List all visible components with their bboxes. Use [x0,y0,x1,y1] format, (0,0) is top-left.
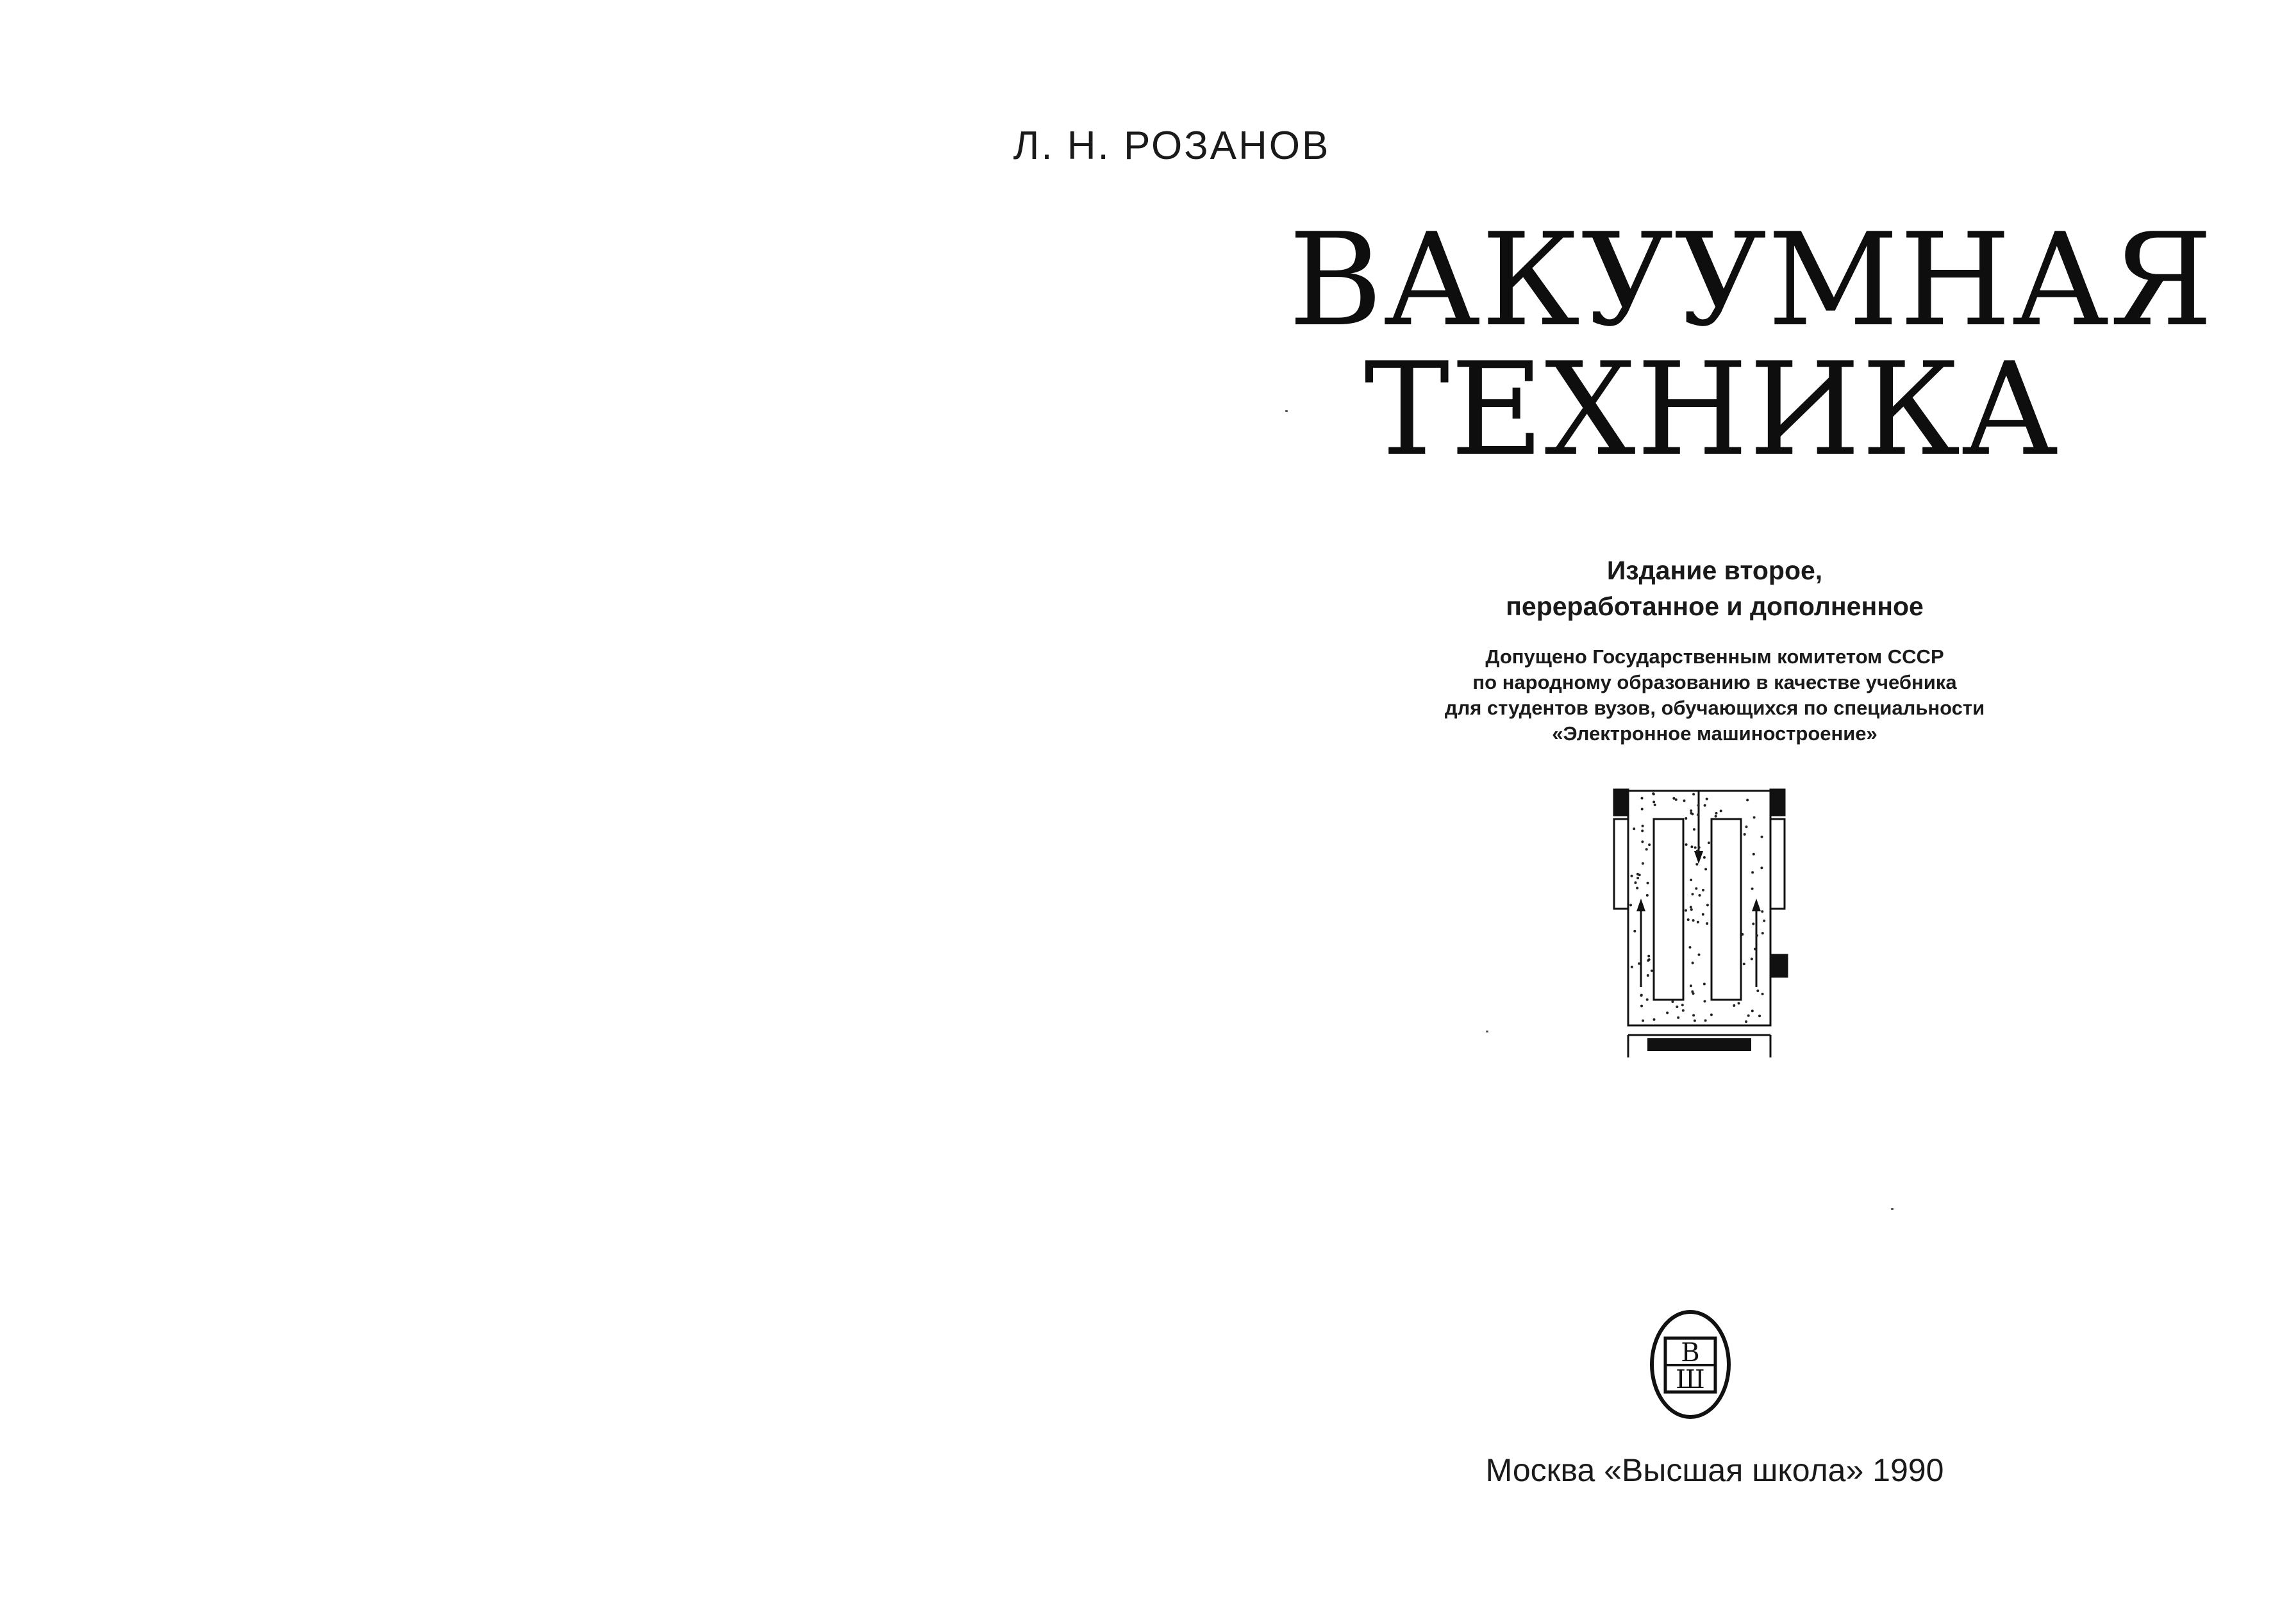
stipple-dot [1758,1015,1761,1017]
stipple-dot [1738,1002,1740,1005]
stipple-dot [1692,793,1695,795]
stipple-dot [1641,829,1644,832]
stipple-dot [1706,798,1708,800]
blank-left-page [0,0,1136,1624]
stipple-dot [1636,877,1639,879]
stipple-dot [1681,1004,1684,1006]
stipple-dot [1646,998,1649,1001]
stipple-dot [1761,932,1764,934]
stipple-dot [1691,990,1694,993]
stipple-dot [1699,894,1701,897]
stipple-dot [1751,1009,1754,1012]
approval-line-3: для студентов вузов, обучающихся по специальности [1444,697,1985,719]
stipple-dot [1653,793,1655,795]
stipple-dot [1687,918,1690,921]
stipple-dot [1693,828,1695,831]
stipple-dot [1696,850,1699,852]
stipple-dot [1638,963,1640,965]
stipple-dot [1745,825,1748,828]
stipple-dot [1708,841,1710,844]
stipple-dot [1741,933,1744,936]
stipple-dot [1704,804,1706,807]
scan-speck [1486,1031,1488,1032]
stipple-dot [1753,816,1756,819]
stipple-dot [1704,1000,1706,1002]
stipple-dot [1690,845,1693,848]
publisher-imprint: Москва «Высшая школа» 1990 [1485,1452,1944,1488]
stipple-dot [1692,962,1694,965]
stipple-dot [1642,1020,1644,1022]
stipple-dot [1744,833,1746,836]
stipple-dot [1752,923,1754,925]
stipple-dot [1633,930,1636,932]
stipple-dot [1733,1004,1735,1007]
stipple-dot [1648,843,1651,846]
stipple-dot [1761,993,1764,995]
stipple-dot [1641,840,1644,843]
stipple-dot [1761,910,1763,913]
stipple-dot [1702,913,1704,916]
stipple-dot [1676,1006,1678,1008]
stipple-dot [1743,963,1745,965]
stipple-dot [1698,846,1701,849]
stipple-dot [1641,797,1644,800]
stipple-dot [1756,990,1759,992]
edition-line-1: Издание второе, [1606,556,1823,585]
stipple-dot [1690,809,1692,812]
stipple-dot [1689,946,1692,949]
stipple-dot [1715,815,1717,818]
stipple-dot [1754,948,1756,950]
stipple-dot [1690,812,1692,815]
stipple-dot [1653,800,1655,803]
stipple-dot [1641,808,1644,811]
edition-note [1282,552,2147,624]
stipple-dot [1751,888,1754,890]
stipple-dot [1642,862,1644,865]
stipple-dot [1703,856,1706,859]
stipple-dot [1695,887,1697,890]
stipple-dot [1671,1000,1674,1003]
stipple-dot [1636,887,1638,890]
stipple-dot [1631,875,1633,877]
stipple-dot [1685,843,1688,846]
book-title-line-2: ТЕХНИКА [1364,335,2059,485]
approval-statement [1282,644,2147,747]
stipple-dot [1635,881,1637,884]
stipple-dot [1694,847,1697,849]
stipple-dot [1651,970,1653,972]
stipple-dot [1697,813,1699,816]
stipple-dot [1751,871,1754,874]
stipple-dot [1647,882,1649,884]
stipple-dot [1648,958,1651,961]
stipple-dot [1702,889,1704,891]
stipple-dot [1685,817,1687,820]
logo-letter-sh: Ш [1676,1365,1705,1395]
stipple-dot [1703,982,1706,985]
stipple-dot [1633,827,1635,830]
stipple-dot [1692,893,1694,895]
stipple-dot [1756,934,1758,937]
vsh-publisher-logo-icon [1647,1307,1733,1421]
stipple-dot [1760,866,1763,869]
stipple-dot [1715,812,1718,815]
stipple-dot [1692,1014,1695,1016]
stipple-dot [1690,879,1692,881]
stipple-dot [1685,909,1687,912]
approval-line-1: Допущено Государственным комитетом СССР [1485,645,1944,668]
stipple-dot [1677,1016,1679,1019]
stipple-dot [1672,797,1675,800]
stipple-dot [1653,1018,1656,1021]
stipple-dot [1690,984,1692,987]
stipple-dot [1697,804,1700,807]
stipple-dot [1697,921,1699,924]
stipple-dot [1640,1005,1643,1007]
stipple-dot [1666,1011,1669,1014]
stipple-dot [1682,1009,1685,1012]
stipple-dot [1675,799,1678,801]
stipple-dot [1761,836,1763,838]
stipple-dot [1704,1019,1707,1022]
stipple-dot [1763,920,1765,922]
approval-line-4: «Электронное машиностроение» [1552,722,1878,745]
stipple-dot [1753,853,1755,856]
scan-speck [1285,410,1288,412]
stipple-dot [1692,919,1695,922]
book-title-line-1: ВАКУУМНАЯ [1288,206,2214,355]
stipple-dot [1694,1020,1696,1022]
stipple-dot [1747,1015,1750,1017]
stipple-dot [1629,904,1632,906]
stipple-dot [1690,906,1692,909]
stipple-dot [1706,904,1709,906]
stipple-dot [1631,966,1633,968]
stipple-dot [1647,974,1649,977]
vacuum-device-schematic-icon [1603,782,1795,1064]
stipple-dot [1636,873,1639,875]
stipple-dot [1690,908,1693,911]
stipple-dot [1646,894,1649,897]
stipple-dot [1720,809,1722,812]
approval-line-2: по народному образованию в качестве учебника [1472,671,1957,693]
stipple-dot [1640,994,1643,997]
stipple-dot [1751,957,1753,960]
stipple-dot [1746,799,1749,801]
logo-letter-v: В [1681,1338,1700,1368]
stipple-dot [1710,1013,1713,1016]
stipple-dot [1698,954,1701,956]
stipple-dot [1654,804,1656,806]
stipple-dot [1704,868,1707,870]
stipple-dot [1642,825,1644,827]
stipple-dot [1706,922,1708,925]
author-name: Л. Н. РОЗАНОВ [1013,124,1331,168]
stipple-dot [1683,799,1686,802]
stipple-dot [1647,955,1650,957]
scan-speck [1891,1208,1894,1210]
stipple-dot [1745,1020,1747,1023]
stipple-dot [1695,863,1698,866]
stipple-dot [1645,848,1648,850]
edition-line-2: переработанное и дополненное [1506,592,1924,621]
